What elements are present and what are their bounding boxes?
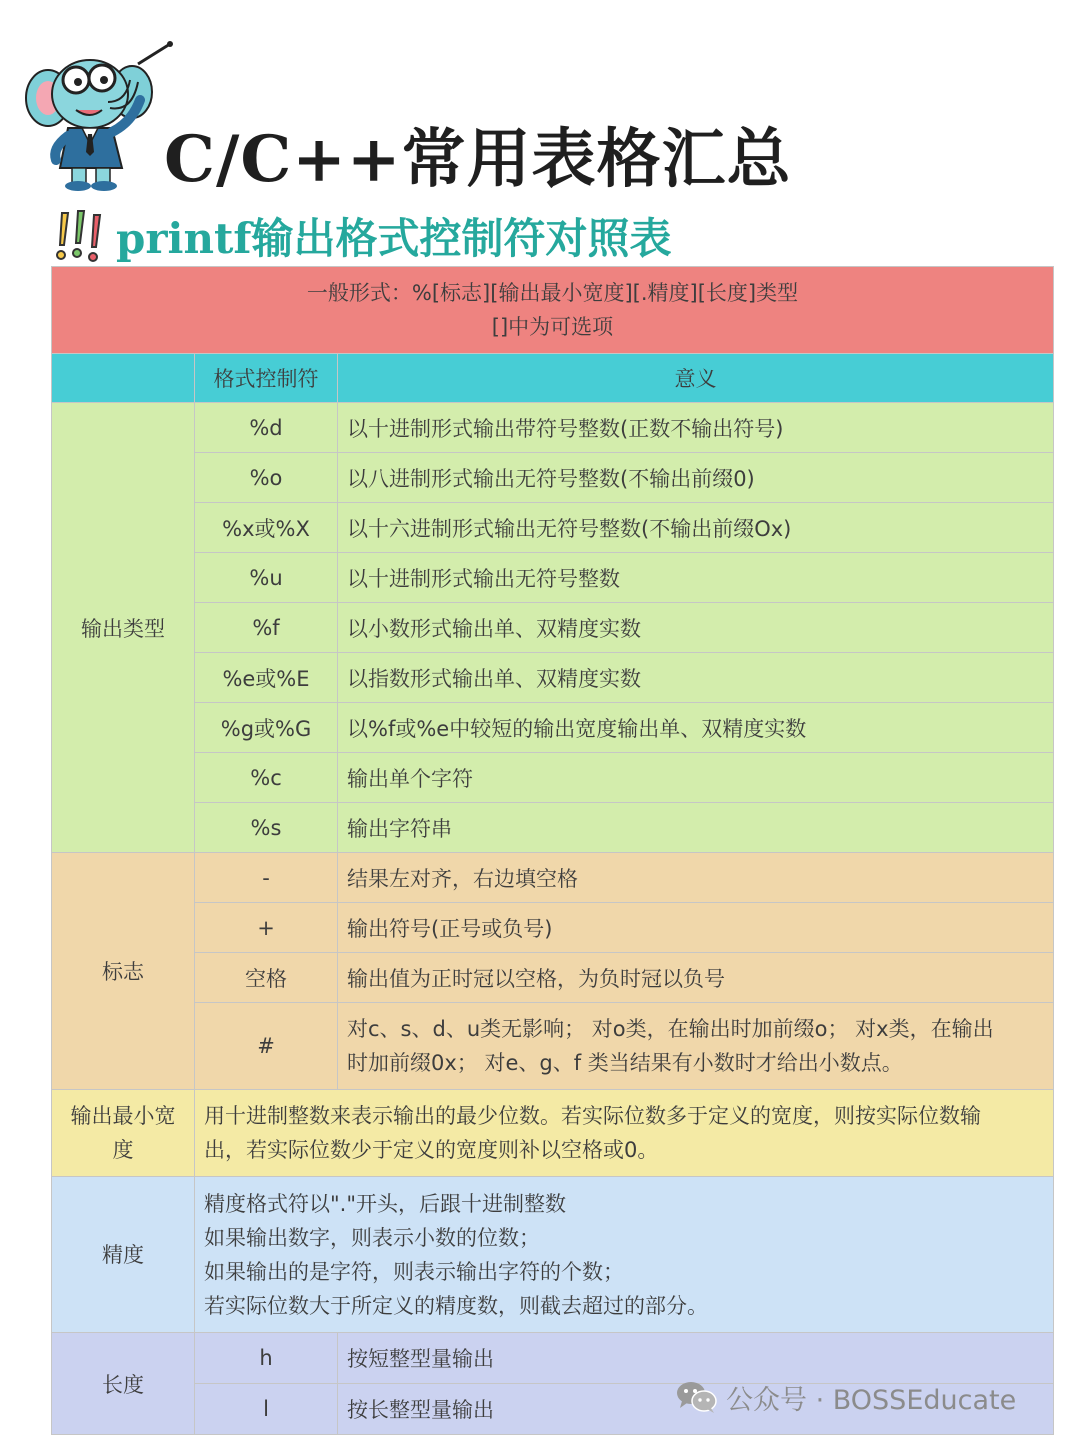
meaning-cell: 以%f或%e中较短的输出宽度输出单、双精度实数 [338, 703, 1054, 753]
specifier-cell: %s [195, 803, 338, 853]
meaning-cell: 按长整型量输出 [338, 1384, 1054, 1435]
category-output-type: 输出类型 [52, 403, 195, 853]
specifier-cell: %u [195, 553, 338, 603]
meaning-cell: 结果左对齐，右边填空格 [338, 853, 1054, 903]
wechat-icon [676, 1380, 718, 1414]
specifier-cell: 空格 [195, 953, 338, 1003]
description-line: 精度格式符以"."开头，后跟十进制整数 [204, 1191, 566, 1216]
meaning-cell: 输出单个字符 [338, 753, 1054, 803]
header-meaning: 意义 [338, 354, 1054, 403]
header-blank-cell [52, 354, 195, 403]
specifier-cell: h [195, 1333, 338, 1384]
meaning-cell: 以十进制形式输出带符号整数(正数不输出符号) [338, 403, 1054, 453]
general-form-line: 一般形式：%[标志][输出最小宽度][.精度][长度]类型 [306, 281, 799, 305]
watermark-text: 公众号 · BOSSEducate [726, 1384, 1017, 1416]
meaning-cell: 以小数形式输出单、双精度实数 [338, 603, 1054, 653]
meaning-cell [338, 1003, 1054, 1090]
category-label-line: 输出最小宽 [70, 1104, 176, 1128]
meaning-cell: 以十进制形式输出无符号整数 [338, 553, 1054, 603]
min-width-description [195, 1090, 1054, 1177]
description-line: 如果输出的是字符，则表示输出字符的个数； [204, 1259, 624, 1284]
meaning-cell: 输出值为正时冠以空格，为负时冠以负号 [338, 953, 1054, 1003]
meaning-cell: 以十六进制形式输出无符号整数(不输出前缀Ox) [338, 503, 1054, 553]
meaning-cell: 按短整型量输出 [338, 1333, 1054, 1384]
specifier-cell: %e或%E [195, 653, 338, 703]
header-specifier: 格式控制符 [195, 354, 338, 403]
subtitle-row [52, 206, 671, 266]
description-line: 用十进制整数来表示输出的最少位数。若实际位数多于定义的宽度，则按实际位数输 [204, 1104, 981, 1128]
meaning-line: 时加前缀0x； 对e、g、f 类当结果有小数时才给出小数点。 [347, 1051, 903, 1075]
watermark [676, 1375, 1016, 1419]
specifier-cell: # [195, 1003, 338, 1090]
category-label-line: 度 [112, 1138, 134, 1162]
specifier-cell: %x或%X [195, 503, 338, 553]
page-title: C/C++常用表格汇总 [164, 122, 792, 197]
meaning-line: 对c、s、d、u类无影响； 对o类，在输出时加前缀o； 对x类，在输出 [347, 1017, 994, 1041]
specifier-cell: %g或%G [195, 703, 338, 753]
specifier-cell: + [195, 903, 338, 953]
specifier-cell: - [195, 853, 338, 903]
exclamation-marks-icon [52, 207, 106, 265]
description-line: 出，若实际位数少于定义的宽度则补以空格或0。 [204, 1138, 659, 1162]
meaning-cell: 输出字符串 [338, 803, 1054, 853]
meaning-cell: 输出符号(正号或负号) [338, 903, 1054, 953]
precision-description [195, 1177, 1054, 1333]
meaning-cell: 以八进制形式输出无符号整数(不输出前缀0) [338, 453, 1054, 503]
specifier-cell: %c [195, 753, 338, 803]
category-precision: 精度 [52, 1177, 195, 1333]
optional-note: []中为可选项 [491, 315, 614, 339]
description-line: 若实际位数大于所定义的精度数，则截去超过的部分。 [204, 1293, 708, 1318]
specifier-cell: %o [195, 453, 338, 503]
specifier-cell: %f [195, 603, 338, 653]
category-flags: 标志 [52, 853, 195, 1090]
description-line: 如果输出数字，则表示小数的位数； [204, 1225, 540, 1250]
section-subtitle: printf输出格式控制符对照表 [116, 214, 672, 263]
category-length: 长度 [52, 1333, 195, 1435]
general-form-cell [52, 267, 1054, 354]
elephant-mascot-icon [20, 36, 180, 192]
meaning-cell: 以指数形式输出单、双精度实数 [338, 653, 1054, 703]
specifier-cell: %d [195, 403, 338, 453]
category-min-width [52, 1090, 195, 1177]
specifier-cell: l [195, 1384, 338, 1435]
printf-format-table [51, 266, 1054, 1435]
